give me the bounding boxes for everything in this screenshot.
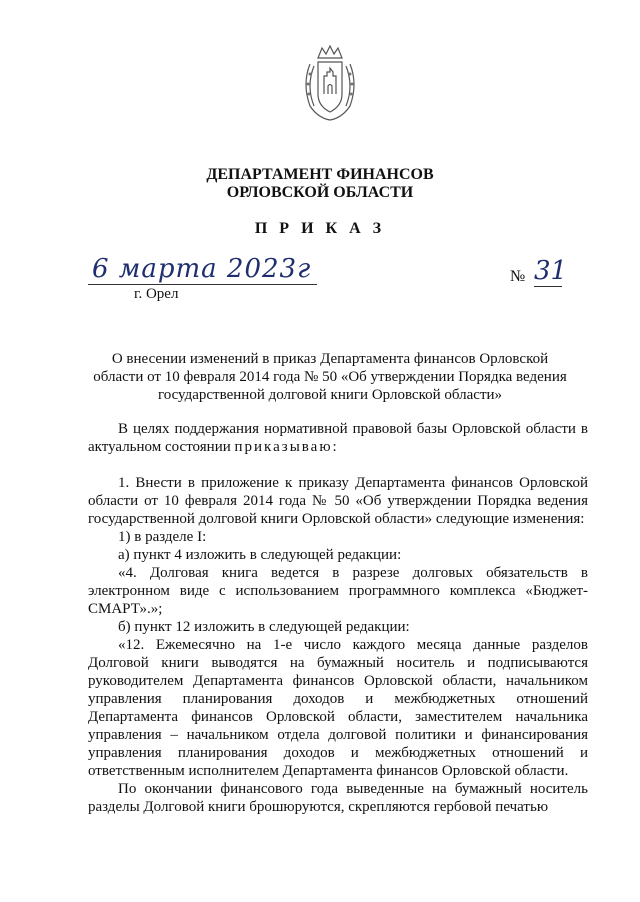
paragraph-1: 1. Внести в приложение к приказу Департамента финансов Орловской области от 10 февраля 2014 года № 50 «Об утверждении Порядка ведения государственной долговой книги Орловской области» следующие изменения: [88, 475, 588, 527]
paragraph-4: «4. Долговая книга ведется в разрезе долговых обязательств в электронном виде с использованием программного комплекса «Бюджет-СМАРТ».»; [88, 565, 588, 617]
paragraph-5: б) пункт 12 изложить в следующей редакции: [118, 619, 410, 635]
order-body [88, 474, 588, 816]
preamble [88, 420, 588, 456]
paragraph-2: 1) в разделе I: [118, 529, 207, 545]
order-date: 6 марта 2023г [88, 254, 317, 285]
coat-of-arms-emblem [300, 44, 360, 122]
paragraph-7: По окончании финансового года выведенные на бумажный носитель разделы Долговой книги брошюруются, скрепляются гербовой печатью [88, 781, 588, 815]
preamble-text: В целях поддержания нормативной правовой базы Орловской области в актуальном состоянии [88, 421, 588, 455]
city-name: г. Орел [134, 286, 179, 302]
order-title: П Р И К А З [254, 220, 386, 237]
department-name-line1: ДЕПАРТАМЕНТ ФИНАНСОВ [206, 166, 434, 183]
subject-line-2: области от 10 февраля 2014 года № 50 «Об утверждении Порядка ведения [93, 369, 567, 385]
department-name-line2: ОРЛОВСКОЙ ОБЛАСТИ [226, 184, 414, 201]
order-subject [80, 350, 580, 404]
order-number-label: № [510, 268, 526, 285]
preamble-order-word: приказываю: [234, 439, 339, 455]
subject-line-1: О внесении изменений в приказ Департамента финансов Орловской [111, 351, 549, 367]
order-number: 31 [534, 256, 568, 286]
subject-line-3: государственной долговой книги Орловской области» [157, 387, 503, 403]
paragraph-6: «12. Ежемесячно на 1-е число каждого месяца данные разделов Долговой книги выводятся на бумажный носитель и подписываются руководителем Департамента финансов Орловской области, начальником управления планирования доходов и межбюджетных отношений Департамента финансов Орловской области, заместителем начальника управления – начальником отдела долговой политики и финансирования управления планирования доходов и межбюджетных отношений и ответственным исполнителем Департамента финансов Орловской области. [88, 637, 588, 779]
paragraph-3: а) пункт 4 изложить в следующей редакции: [118, 547, 402, 563]
